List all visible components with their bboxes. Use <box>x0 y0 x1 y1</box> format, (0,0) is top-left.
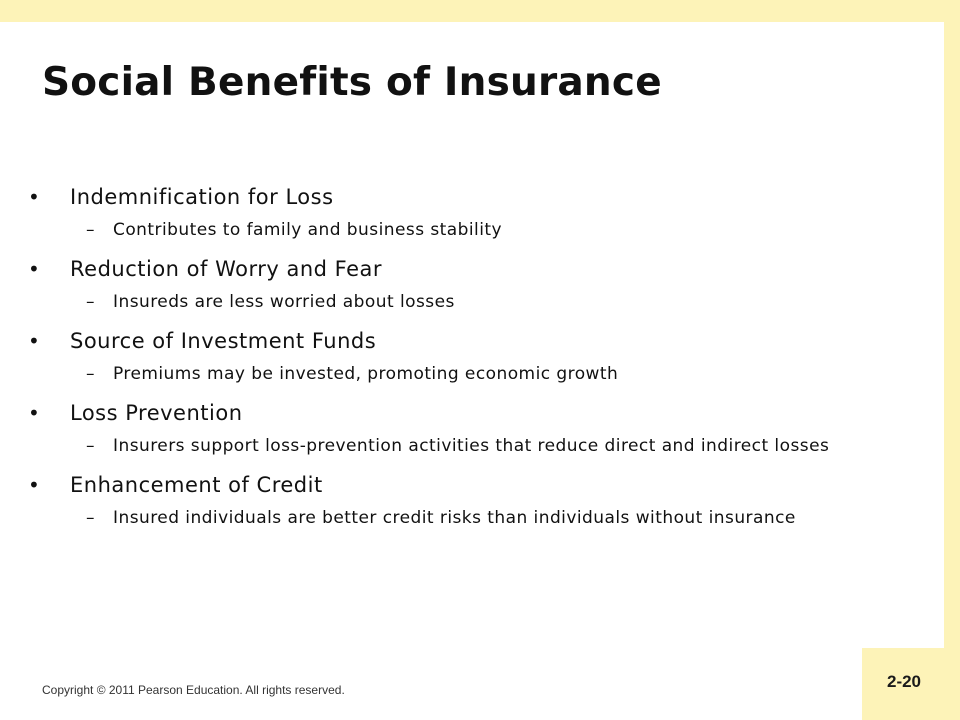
sub-bullet <box>86 432 853 460</box>
sub-bullet-text: Contributes to family and business stability <box>113 220 503 240</box>
dash-icon: – <box>86 292 95 312</box>
slide-title: Social Benefits of Insurance <box>42 60 662 105</box>
bullet-icon: • <box>28 329 40 353</box>
sub-bullet <box>86 216 853 244</box>
sub-bullet-text: Insurers support loss-prevention activities that reduce direct and indirect losses <box>113 436 830 456</box>
bullet-item <box>0 322 900 388</box>
bullet-label: Enhancement of Credit <box>70 473 323 497</box>
sub-bullet-text: Premiums may be invested, promoting economic growth <box>113 364 619 384</box>
page-number: 2-20 <box>886 672 922 691</box>
bullet-label: Indemnification for Loss <box>70 185 334 209</box>
bullet-label: Reduction of Worry and Fear <box>70 257 382 281</box>
copyright-notice: Copyright © 2011 Pearson Education. All rights reserved. <box>42 683 345 697</box>
bullet-label: Source of Investment Funds <box>70 329 377 353</box>
dash-icon: – <box>86 436 95 456</box>
dash-icon: – <box>86 220 95 240</box>
dash-icon: – <box>86 364 95 384</box>
sub-bullet-text: Insured individuals are better credit risks than individuals without insurance <box>113 508 796 528</box>
sub-bullet <box>86 504 853 532</box>
bullet-list <box>0 178 900 538</box>
bullet-icon: • <box>28 401 40 425</box>
bullet-item <box>0 394 900 460</box>
sub-bullet-text: Insureds are less worried about losses <box>113 292 455 312</box>
right-border-strip <box>944 0 960 720</box>
bullet-label: Loss Prevention <box>70 401 243 425</box>
bullet-icon: • <box>28 185 40 209</box>
bullet-icon: • <box>28 473 40 497</box>
bullet-item <box>0 178 900 244</box>
bullet-icon: • <box>28 257 40 281</box>
sub-bullet <box>86 360 853 388</box>
bullet-item <box>0 250 900 316</box>
sub-bullet <box>86 288 853 316</box>
bullet-item <box>0 466 900 532</box>
dash-icon: – <box>86 508 95 528</box>
